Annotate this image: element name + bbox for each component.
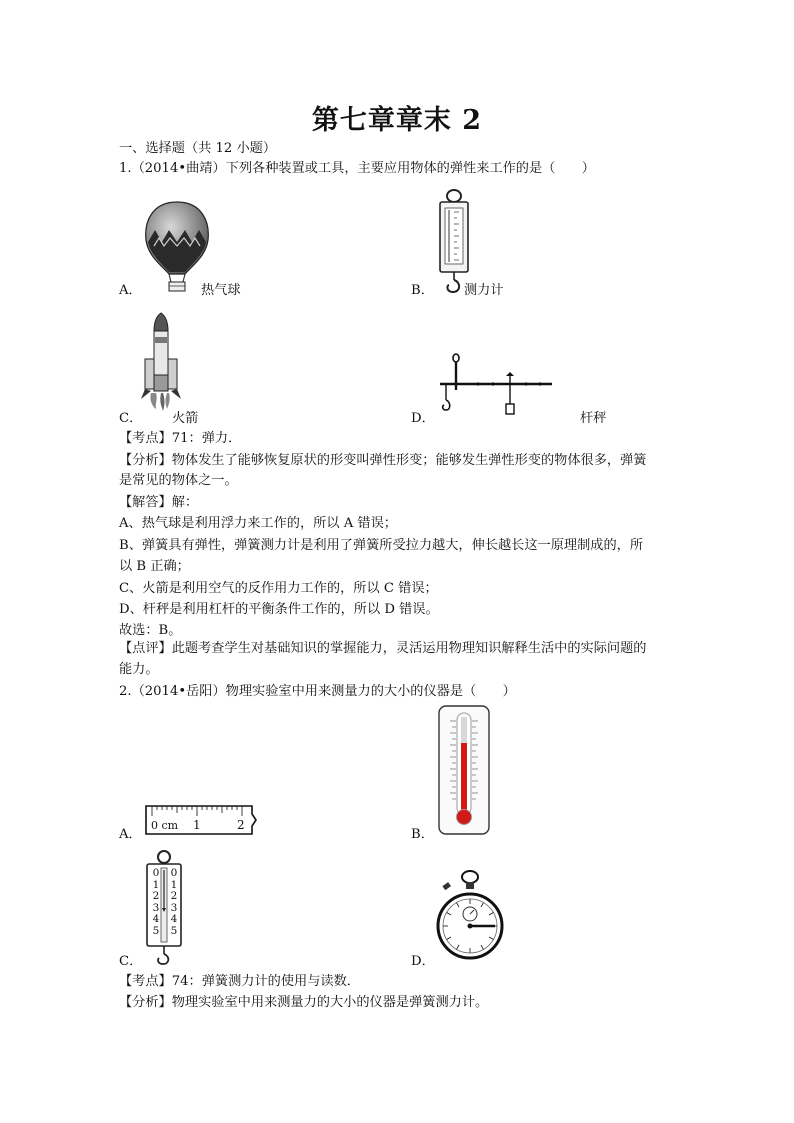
q1-option-c-letter: C． xyxy=(119,411,143,426)
q2-stem: 2.（2014•岳阳）物理实验室中用来测量力的大小的仪器是（ ） xyxy=(119,684,516,699)
q1-fenxi-line1: 【分析】物体发生了能够恢复原状的形变叫弹性形变；能够发生弹性形变的物体很多，弹簧 xyxy=(119,453,647,468)
q2-option-a-letter: A． xyxy=(119,827,142,842)
q1-explain-c: C、火箭是利用空气的反作用力工作的，所以 C 错误； xyxy=(119,581,438,596)
stopwatch-icon xyxy=(435,870,505,966)
q1-jieda: 【解答】解： xyxy=(119,495,199,510)
q1-dianping-line2: 能力。 xyxy=(119,662,159,677)
q2-option-c-letter: C． xyxy=(119,954,143,969)
section-heading: 一、选择题（共 12 小题） xyxy=(119,141,277,156)
q1-option-d-caption: 杆秤 xyxy=(580,411,607,426)
q1-option-a-caption: 热气球 xyxy=(201,283,241,298)
q1-kaodian: 【考点】71：弹力． xyxy=(119,431,242,446)
thermometer-icon xyxy=(438,705,490,835)
q1-stem: 1.（2014•曲靖）下列各种装置或工具，主要应用物体的弹性来工作的是（ ） xyxy=(119,161,595,176)
q1-option-c-caption: 火箭 xyxy=(172,411,199,426)
q2-kaodian: 【考点】74：弹簧测力计的使用与读数． xyxy=(119,974,360,989)
page-title: 第七章章末 2 xyxy=(311,105,483,136)
q2-option-d-letter: D． xyxy=(411,954,435,969)
q1-explain-a: A、热气球是利用浮力来工作的，所以 A 错误； xyxy=(119,516,397,531)
q1-explain-b-line1: B、弹簧具有弹性，弹簧测力计是利用了弹簧所受拉力越大，伸长越长这一原理制成的，所 xyxy=(119,538,643,553)
q1-fenxi-line2: 是常见的物体之一。 xyxy=(119,473,238,488)
q1-option-b-caption: 测力计 xyxy=(464,283,504,298)
scale-labels-right: 0 1 2 3 4 5 xyxy=(170,867,178,937)
q2-option-b-letter: B． xyxy=(411,827,434,842)
q1-dianping-line1: 【点评】此题考查学生对基础知识的掌握能力，灵活运用物理知识解释生活中的实际问题的 xyxy=(119,641,647,656)
q1-answer: 故选：B。 xyxy=(119,623,182,638)
q1-explain-b-line2: 以 B 正确； xyxy=(119,559,190,574)
q1-option-b-letter: B． xyxy=(411,283,434,298)
q2-fenxi: 【分析】物理实验室中用来测量力的大小的仪器是弹簧测力计。 xyxy=(119,995,489,1010)
steelyard-icon xyxy=(438,352,554,424)
ruler-label-1: 1 xyxy=(193,818,201,832)
rocket-icon xyxy=(141,311,181,411)
q1-option-d-letter: D． xyxy=(411,411,435,426)
ruler-label-2: 2 xyxy=(237,818,245,832)
ruler-label-0: 0 cm xyxy=(151,819,179,832)
scale-labels-left: 0 1 2 3 4 5 xyxy=(152,867,160,937)
q1-option-a-letter: A． xyxy=(119,283,142,298)
q1-explain-d: D、杆秤是利用杠杆的平衡条件工作的，所以 D 错误。 xyxy=(119,602,439,617)
